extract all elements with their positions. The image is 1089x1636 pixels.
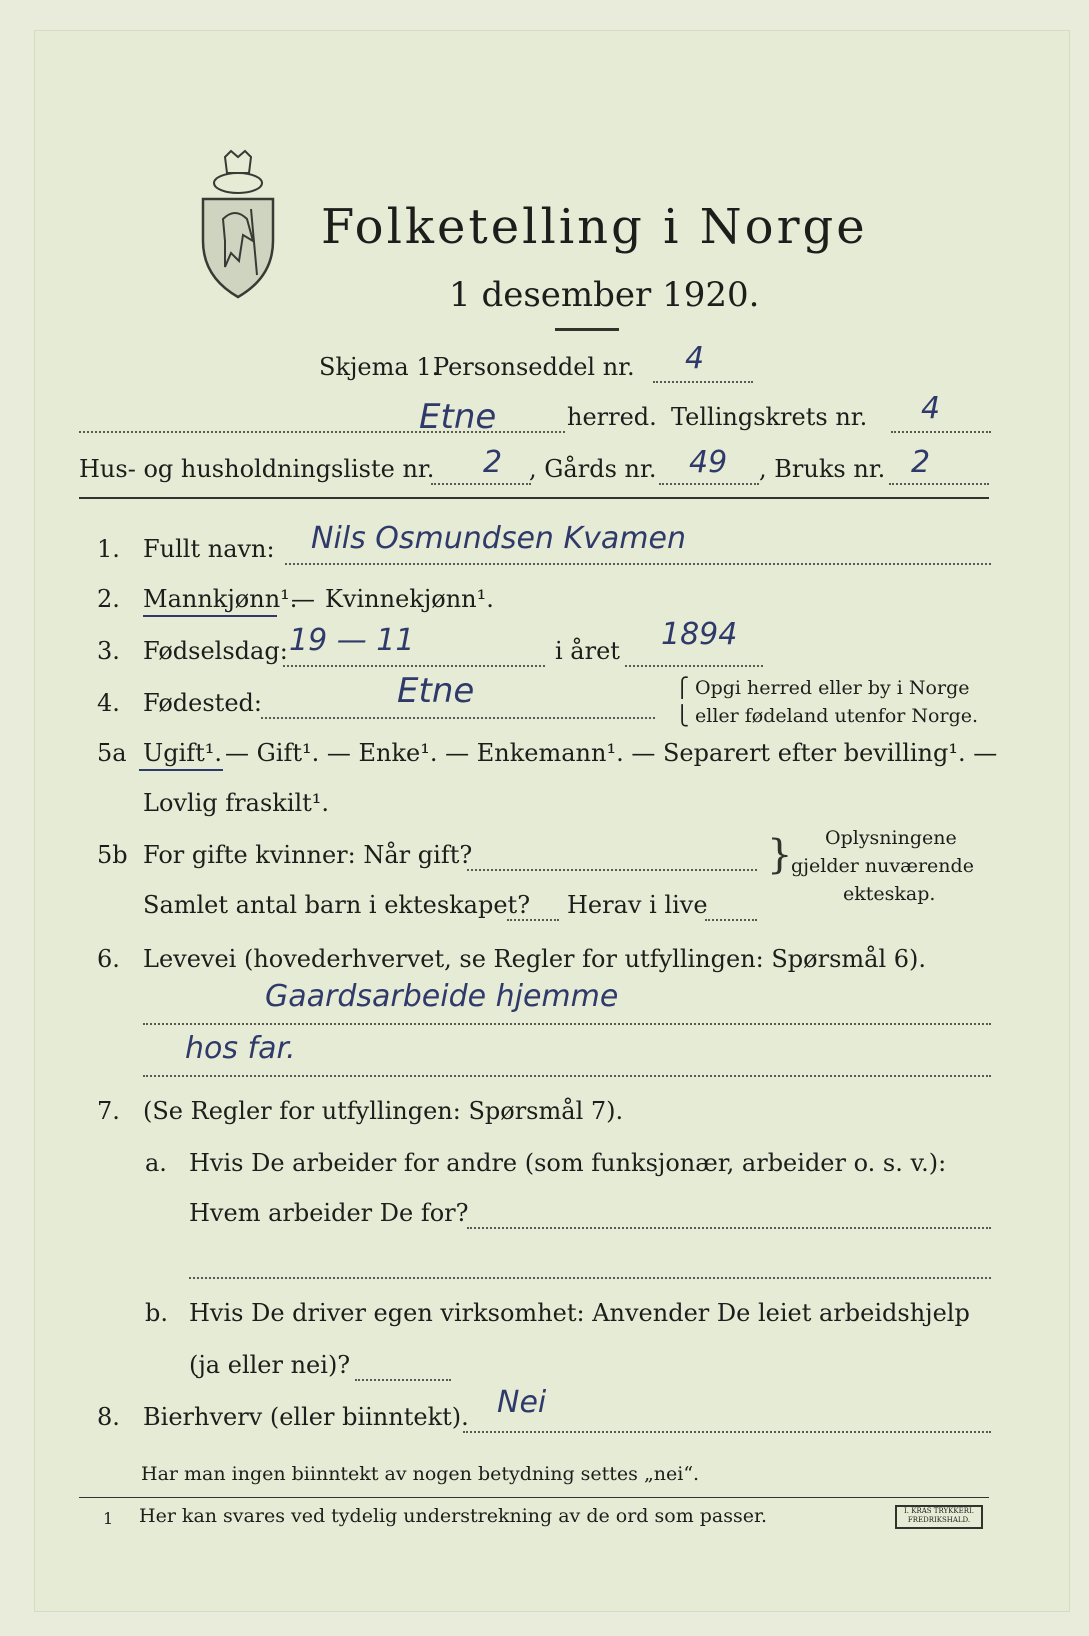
children-line xyxy=(507,919,559,921)
personseddel-label: Personseddel nr. xyxy=(433,353,635,381)
children-label: Samlet antal barn i ekteskapet? xyxy=(143,891,531,919)
year-line xyxy=(625,665,763,667)
tellingskrets-line xyxy=(891,431,991,433)
birthplace-line xyxy=(261,717,655,719)
title-divider xyxy=(555,328,619,331)
footnote-text: Her kan svares ved tydelig understrekning av de ord som passer. xyxy=(139,1505,768,1527)
q4-note-brace-top: ⎧ xyxy=(675,677,690,699)
gards-line xyxy=(659,483,759,485)
husliste-line xyxy=(431,483,531,485)
q2-separator: — xyxy=(291,585,315,613)
q8-label: Bierhverv (eller biinntekt). xyxy=(143,1403,469,1431)
q5b-brace: } xyxy=(767,832,793,878)
occupation-line2 xyxy=(143,1075,991,1077)
side-income-line xyxy=(463,1431,991,1433)
q5b-number: 5b xyxy=(97,841,128,869)
side-income-value: Nei xyxy=(497,1385,547,1420)
occupation-value1: Gaardsarbeide hjemme xyxy=(265,979,619,1014)
q7a-label: Hvis De arbeider for andre (som funksjonær, arbeider o. s. v.): xyxy=(189,1149,947,1177)
q3-label: Fødselsdag: xyxy=(143,637,288,665)
employer-line xyxy=(467,1227,991,1229)
female-option: Kvinnekjønn¹. xyxy=(325,585,494,613)
alive-line xyxy=(705,919,757,921)
hired-help-line xyxy=(355,1379,451,1381)
herred-label: herred. xyxy=(567,403,657,431)
q6-label: Levevei (hovederhvervet, se Regler for utfyllingen: Spørsmål 6). xyxy=(143,945,927,973)
q5b-note-line2: gjelder nuværende xyxy=(791,855,974,877)
unmarried-option: Ugift¹. xyxy=(143,739,223,767)
tellingskrets-label: Tellingskrets nr. xyxy=(671,403,868,431)
husliste-label: Hus- og husholdningsliste nr. xyxy=(79,455,435,483)
year-label: i året xyxy=(555,637,620,665)
birthday-line xyxy=(283,665,545,667)
q7-label: (Se Regler for utfyllingen: Spørsmål 7). xyxy=(143,1097,624,1125)
q6-number: 6. xyxy=(97,945,120,973)
q7a-letter: a. xyxy=(145,1149,167,1177)
herred-value: Etne xyxy=(419,397,497,437)
q5b-note-line3: ekteskap. xyxy=(843,883,936,905)
header-divider xyxy=(79,497,989,499)
q1-number: 1. xyxy=(97,535,120,563)
q4-number: 4. xyxy=(97,689,120,717)
census-form xyxy=(34,30,1070,1612)
alive-label: Herav i live xyxy=(567,891,708,919)
footnote-number: 1 xyxy=(103,1509,114,1528)
birthday-value: 19 — 11 xyxy=(289,623,415,658)
q4-label: Fødested: xyxy=(143,689,262,717)
q7b-label: Hvis De driver egen virksomhet: Anvender De leiet arbeidshjelp xyxy=(189,1299,970,1327)
gards-value: 49 xyxy=(689,445,728,480)
bruks-line xyxy=(889,483,989,485)
q7b-letter: b. xyxy=(145,1299,168,1327)
q1-label: Fullt navn: xyxy=(143,535,275,563)
q5b-note-line1: Oplysningene xyxy=(825,827,957,849)
full-name-value: Nils Osmundsen Kvamen xyxy=(311,521,686,556)
footer-divider xyxy=(79,1497,989,1498)
q1-line xyxy=(285,563,991,565)
skjema-label: Skjema 1. xyxy=(319,353,440,381)
married-when-label: For gifte kvinner: Når gift? xyxy=(143,841,473,869)
male-underline xyxy=(143,615,277,617)
unmarried-underline xyxy=(139,769,223,771)
male-option: Mannkjønn¹. xyxy=(143,585,298,613)
occupation-line1 xyxy=(143,1023,991,1025)
gards-label: , Gårds nr. xyxy=(529,455,657,483)
census-date: 1 desember 1920. xyxy=(449,275,760,315)
q4-note-brace-bottom: ⎩ xyxy=(675,705,690,727)
personseddel-value: 4 xyxy=(685,341,705,376)
tellingskrets-value: 4 xyxy=(921,391,941,426)
husliste-value: 2 xyxy=(483,445,503,480)
marital-options: — Gift¹. — Enke¹. — Enkemann¹. — Separert efter bevilling¹. — xyxy=(225,739,998,767)
q4-note-line2: eller fødeland utenfor Norge. xyxy=(695,705,979,727)
birth-year-value: 1894 xyxy=(661,617,738,652)
divorced-option: Lovlig fraskilt¹. xyxy=(143,789,330,817)
personseddel-line xyxy=(653,381,753,383)
q3-number: 3. xyxy=(97,637,120,665)
form-title: Folketelling i Norge xyxy=(321,199,868,255)
q7-number: 7. xyxy=(97,1097,120,1125)
birthplace-value: Etne xyxy=(397,671,475,711)
q7a-label2: Hvem arbeider De for? xyxy=(189,1199,469,1227)
coat-of-arms-icon xyxy=(195,149,281,299)
q5a-number: 5a xyxy=(97,739,127,767)
occupation-value2: hos far. xyxy=(185,1031,296,1066)
q2-number: 2. xyxy=(97,585,120,613)
married-when-line xyxy=(467,869,757,871)
employer-line2 xyxy=(189,1277,991,1279)
q7b-label2: (ja eller nei)? xyxy=(189,1351,351,1379)
q4-note-line1: Opgi herred eller by i Norge xyxy=(695,677,970,699)
bruks-value: 2 xyxy=(911,445,931,480)
q8-number: 8. xyxy=(97,1403,120,1431)
bruks-label: , Bruks nr. xyxy=(759,455,886,483)
income-note: Har man ingen biinntekt av nogen betydning settes „nei“. xyxy=(141,1463,700,1485)
printer-stamp: I. KRAS TRYKKERI. FREDRIKSHALD. xyxy=(895,1505,983,1529)
